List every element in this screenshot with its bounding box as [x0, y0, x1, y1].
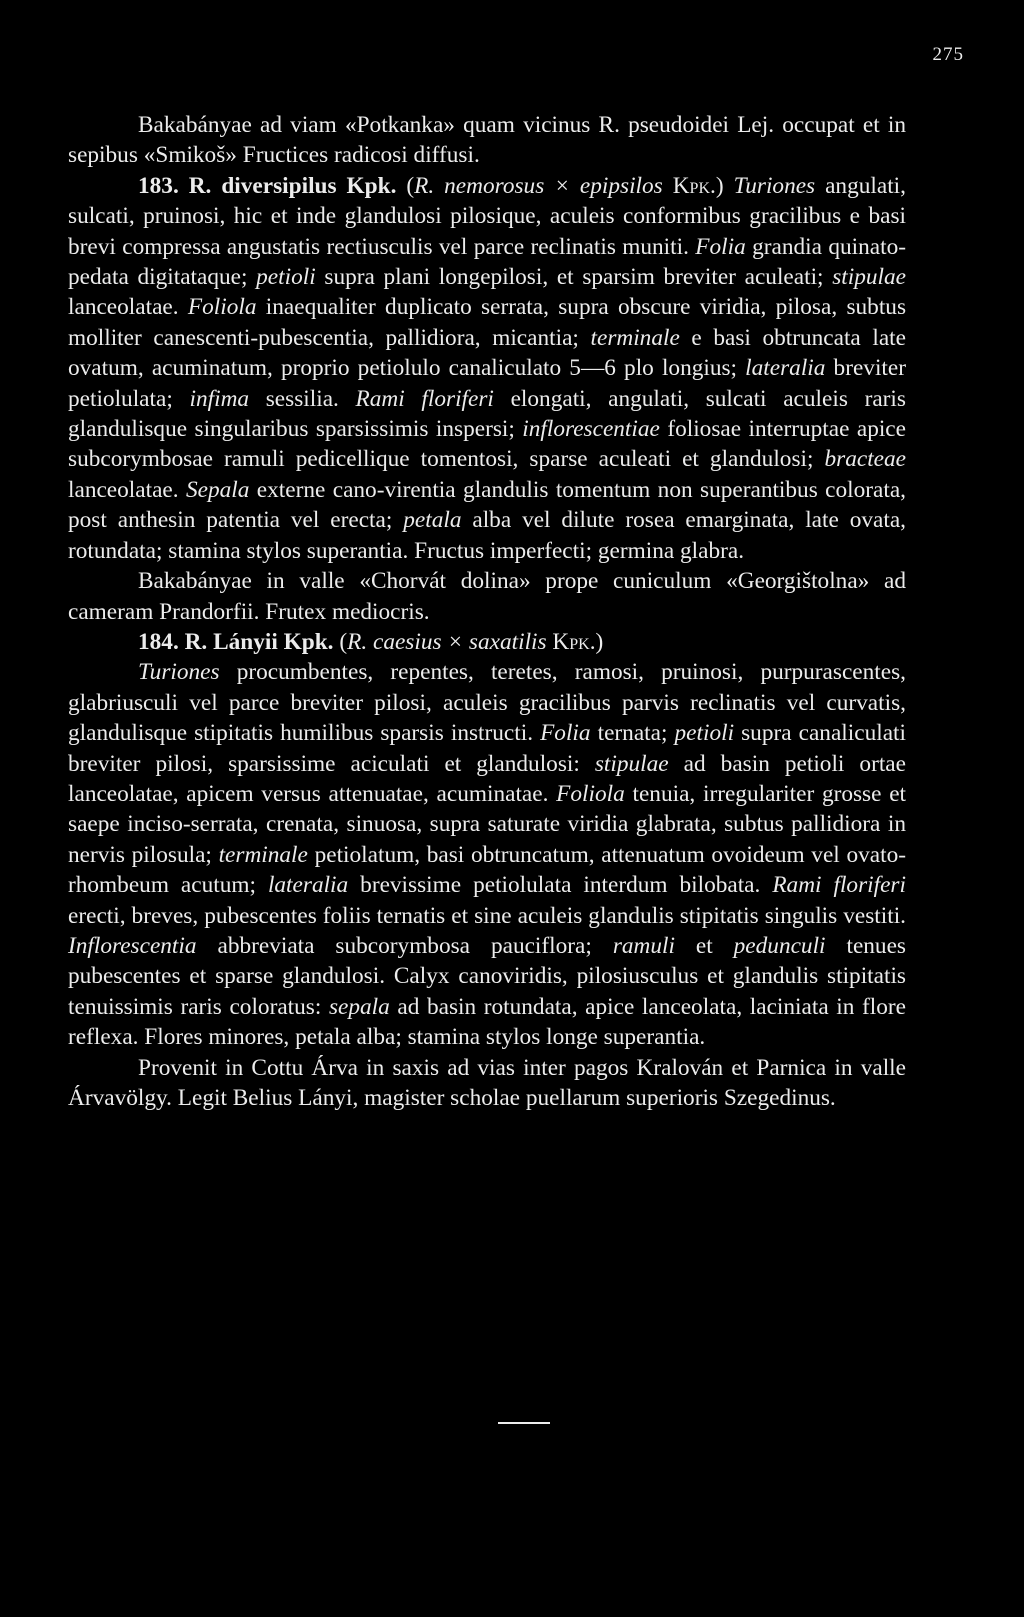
term-bracteae: bracteae	[824, 446, 906, 473]
text: (	[333, 628, 348, 655]
term-rami-floriferi: Rami floriferi	[772, 872, 906, 899]
term-foliola: Foliola	[556, 780, 625, 807]
text: sessilia.	[249, 385, 356, 412]
text: (	[396, 172, 415, 199]
text: brevissime petiolulata interdum bilobata.	[348, 872, 773, 899]
text: externe cano-virentia glandulis tomentum non superantibus colorata, post anthesin patentia vel erecta;	[68, 476, 907, 534]
term-sepala: sepala	[328, 993, 390, 1020]
text: grandia quinato-pedata digitataque;	[68, 233, 906, 291]
paragraph-species-184	[68, 627, 906, 657]
text: foliosae interruptae apice subcorymbosae ramuli pedicellique tomentosi, sparse aculeati et glandulosi;	[68, 416, 906, 473]
text: Bakabányae ad viam «Potkanka» quam vicinus R. pseudoidei Lej. occupat et in sepibus «Smikoš» Fructices radicosi diffusi.	[68, 112, 906, 169]
text: lanceolatae.	[68, 294, 188, 321]
text: Provenit in Cottu Árva in saxis ad vias inter pagos Kralován et Parnica in valle Árvavölgy. Legit Belius Lányi, magister scholae puellarum superioris Szegedinus.	[68, 1054, 906, 1111]
text	[724, 173, 734, 199]
end-rule	[498, 1422, 550, 1424]
term-turiones: Turiones	[138, 659, 220, 686]
term-terminale: terminale	[218, 841, 308, 868]
term-petala: petala	[403, 507, 462, 534]
text: supra plani longepilosi, et sparsim breviter aculeati;	[315, 264, 833, 291]
hybrid-formula-184: R. caesius × saxatilis	[347, 628, 547, 655]
text: erecti, breves, pubescentes foliis ternatis et sine aculeis glandulis stipitatis singulis vestiti.	[68, 902, 906, 929]
term-rami-floriferi: Rami floriferi	[355, 385, 494, 412]
text: alba vel dilute rosea emarginata, late ovata, rotundata; stamina stylos superantia. Fructus imperfecti; germina glabra.	[68, 507, 907, 564]
paragraph-locality-184	[68, 1053, 906, 1114]
text: )	[595, 628, 604, 655]
term-ramuli: ramuli	[612, 932, 675, 959]
term-stipulae: stipulae	[832, 264, 906, 291]
text: ad basin petioli ortae lanceolatae, apicem versus attenuatae, acuminatae.	[68, 750, 906, 807]
text: angulati, sulcati, pruinosi, hic et inde glandulosi pilosique, aculeis conformibus gracilibus e basi brevi compressa angustatis rectiusculis vel parce reclinatis muniti.	[68, 172, 906, 260]
term-lateralia: lateralia	[267, 872, 349, 899]
species-number-183: 183. R. diversipilus Kpk.	[138, 172, 397, 199]
term-folia: Folia	[695, 233, 746, 260]
text: inaequaliter duplicato serrata, supra obscure viridia, pilosa, subtus molliter canescenti-pubescentia, pallidiora, micantia;	[68, 294, 907, 351]
paragraph-locality-183	[68, 566, 906, 627]
term-stipulae: stipulae	[594, 750, 669, 777]
text: et	[674, 932, 734, 959]
hybrid-formula-183: R. nemorosus × epipsilos	[414, 172, 663, 199]
term-lateralia: lateralia	[745, 355, 826, 382]
term-sepala: Sepala	[185, 476, 250, 503]
author-183: Kpk.	[662, 172, 716, 199]
term-turiones: Turiones	[733, 172, 816, 199]
term-inflorescentiae: inflorescentiae	[522, 416, 660, 443]
text: e basi obtruncata late ovatum, acuminatum, proprio petiolulo canaliculato 5—6 plo longius;	[68, 324, 906, 382]
text: tenuia, irregulariter grosse et saepe inciso-serrata, crenata, sinuosa, supra saturate viridia glabrata, subtus pallidiora in nervis pilosula;	[68, 780, 907, 868]
paragraph-locality-182	[68, 110, 906, 171]
text: lanceolatae.	[68, 476, 186, 503]
text-column	[68, 110, 906, 1113]
text: breviter petiolulata;	[68, 355, 906, 412]
term-inflorescentia: Inflorescentia	[68, 932, 197, 959]
page-number: 275	[932, 44, 964, 65]
term-foliola: Foliola	[187, 294, 257, 321]
author-184: Kpk.	[546, 628, 596, 655]
species-number-184: 184. R. Lányii Kpk.	[138, 628, 334, 655]
text: petiolatum, basi obtruncatum, attenuatum ovoideum vel ovato-rhombeum acutum;	[68, 841, 906, 899]
text: Bakabányae in valle «Chorvát dolina» prope cuniculum «Georgištolna» ad cameram Prandorfii. Frutex mediocris.	[68, 568, 906, 625]
text: ad basin rotundata, apice lanceolata, laciniata in flore reflexa. Flores minores, petala alba; stamina stylos longe superantia.	[68, 993, 906, 1051]
text: )	[715, 172, 724, 199]
text: tenues pubescentes et sparse glandulosi. Calyx canoviridis, pilosiusculus et glandulis stipitatis tenuissimis raris coloratus:	[68, 932, 906, 1020]
term-folia: Folia	[540, 720, 591, 747]
term-pedunculi: pedunculi	[733, 932, 826, 959]
paragraph-species-183	[68, 171, 906, 566]
text: procumbentes, repentes, teretes, ramosi, pruinosi, purpurascentes, glabriusculi vel parce breviter pilosi, aculeis gracilibus parvis reclinatis vel curvatis, glandulisque stipitatis humilibus sparsis instructi.	[68, 659, 906, 747]
term-infima: infima	[189, 385, 250, 412]
text: elongati, angulati, sulcati aculeis raris glandulisque singularibus sparsissimis inspersi;	[68, 385, 906, 443]
paragraph-description-184	[68, 657, 906, 1052]
text: abbreviata subcorymbosa pauciflora;	[196, 932, 613, 959]
text: supra canaliculati breviter pilosi, sparsissime aciculati et glandulosi:	[68, 720, 906, 777]
text: ternata;	[590, 720, 675, 747]
term-terminale: terminale	[590, 324, 680, 351]
term-petioli: petioli	[674, 720, 735, 747]
term-petioli: petioli	[256, 264, 316, 291]
